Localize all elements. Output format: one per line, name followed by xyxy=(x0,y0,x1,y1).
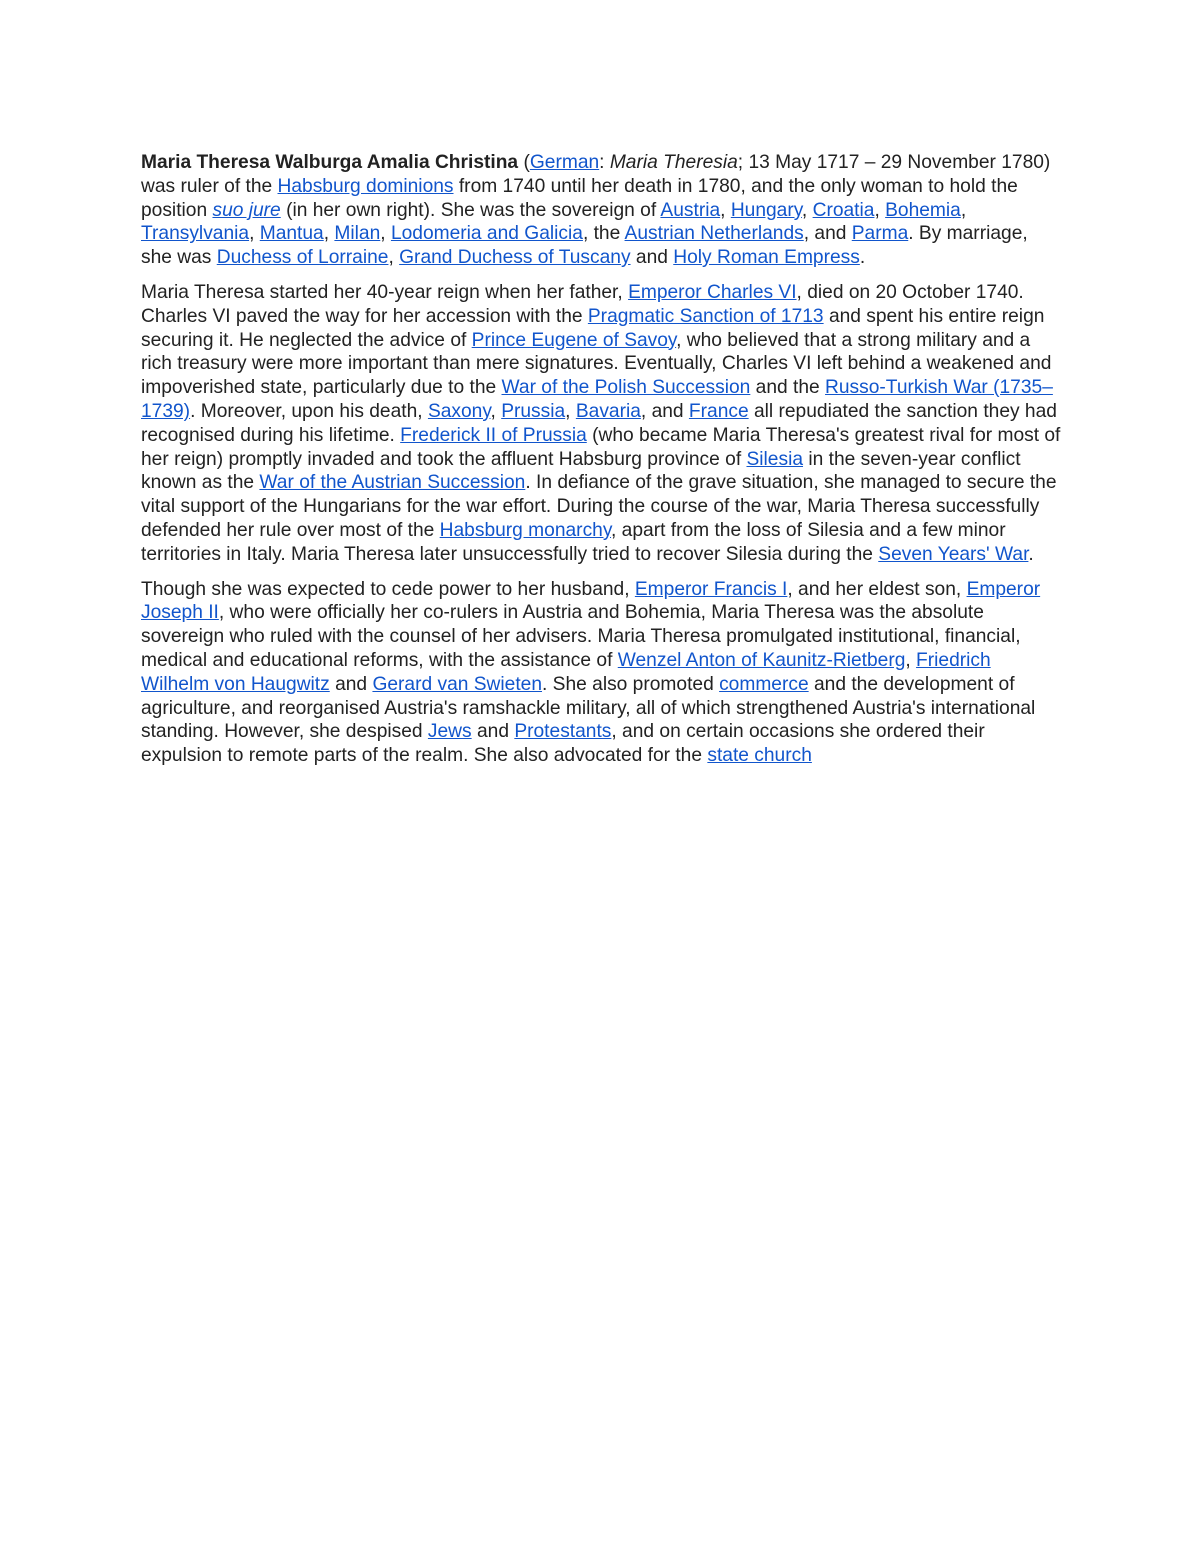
paragraph-text: , xyxy=(874,199,886,221)
link-grand-duchess-of-tuscany[interactable]: Grand Duchess of Tuscany xyxy=(399,247,631,269)
paragraph-text: . In defiance of the grave situation, she managed to secure the vital support of the Hungarians for the war effort. During the course of the war, Maria Theresa successfully defended her rule over most of the xyxy=(141,472,1057,541)
link-frederick-ii-of-prussia[interactable]: Frederick II of Prussia xyxy=(400,424,587,446)
paragraph-text: , the xyxy=(582,223,625,245)
paragraph-text: , xyxy=(249,223,260,245)
link-emperor-francis-i[interactable]: Emperor Francis I xyxy=(634,578,788,600)
paragraph-text: and spent his entire reign securing it. He neglected the advice of xyxy=(141,305,1045,351)
link-milan[interactable]: Milan xyxy=(334,223,381,245)
paragraph-text: , xyxy=(380,223,391,245)
link-gerard-van-swieten[interactable]: Gerard van Swieten xyxy=(372,673,543,695)
link-bohemia[interactable]: Bohemia xyxy=(885,199,961,221)
paragraph-text: ( xyxy=(518,152,530,173)
paragraph-text: . She also promoted xyxy=(542,673,720,695)
link-france[interactable]: France xyxy=(688,400,749,422)
paragraph-intro xyxy=(141,151,1062,270)
paragraph-text: and xyxy=(471,721,515,743)
paragraph-text: Though she was expected to cede power to her husband, xyxy=(141,578,635,600)
paragraph-text: , and xyxy=(640,400,689,422)
paragraph-text: , xyxy=(905,649,917,671)
link-prussia[interactable]: Prussia xyxy=(501,400,566,422)
link-emperor-joseph-ii[interactable]: Emperor Joseph II xyxy=(141,578,1041,624)
link-austria[interactable]: Austria xyxy=(660,199,721,221)
link-croatia[interactable]: Croatia xyxy=(812,199,875,221)
link-german[interactable]: German xyxy=(529,152,600,173)
link-parma[interactable]: Parma xyxy=(851,223,909,245)
paragraph-text: , who believed that a strong military and a rich treasury were more important than mere signatures. Eventually, Charles VI left behind a weakened and impoverished state, particularly due to the xyxy=(141,329,1052,399)
bold-name: Maria Theresa Walburga Amalia Christina xyxy=(141,152,519,173)
paragraph-reforms xyxy=(141,578,1062,768)
link-war-of-the-austrian-succession[interactable]: War of the Austrian Succession xyxy=(259,472,526,494)
link-war-of-the-polish-succession[interactable]: War of the Polish Succession xyxy=(501,377,751,399)
link-prince-eugene-of-savoy[interactable]: Prince Eugene of Savoy xyxy=(471,329,677,351)
paragraph-text: . xyxy=(859,247,866,269)
link-wenzel-anton-of-kaunitz-rietberg[interactable]: Wenzel Anton of Kaunitz-Rietberg xyxy=(617,649,906,671)
paragraph-text: , xyxy=(388,247,400,269)
link-seven-years-war[interactable]: Seven Years' War xyxy=(878,543,1029,565)
paragraph-text: , apart from the loss of Silesia and a few minor territories in Italy. Maria Theresa later unsuccessfully tried to recover Silesia during the xyxy=(141,519,1006,565)
link-saxony[interactable]: Saxony xyxy=(427,400,491,422)
paragraph-text: Maria Theresa started her 40-year reign when her father, xyxy=(141,281,629,303)
paragraph-text: , xyxy=(960,199,967,221)
paragraph-text: , who were officially her co-rulers in Austria and Bohemia, Maria Theresa was the absolute sovereign who ruled with the counsel of her advisers. Maria Theresa promulgated institutional, financial, medical and educational reforms, with the assistance of xyxy=(141,602,1021,671)
paragraph-text: , xyxy=(565,400,576,422)
paragraph-reign xyxy=(141,281,1062,567)
link-holy-roman-empress[interactable]: Holy Roman Empress xyxy=(673,247,860,269)
link-silesia[interactable]: Silesia xyxy=(746,448,804,470)
paragraph-text: , xyxy=(490,400,502,422)
paragraph-text: all repudiated the sanction they had recognised during his lifetime. xyxy=(141,400,1057,446)
paragraph-text: and the development of agriculture, and reorganised Austria's ramshackle military, all of which strengthened Austria's international standing. However, she despised xyxy=(141,673,1036,743)
paragraph-text: and the xyxy=(750,377,826,399)
paragraph-text: (who became Maria Theresa's greatest rival for most of her reign) promptly invaded and took the affluent Habsburg province of xyxy=(141,424,1061,470)
link-commerce[interactable]: commerce xyxy=(719,673,809,695)
link-jews[interactable]: Jews xyxy=(427,721,472,743)
link-mantua[interactable]: Mantua xyxy=(259,223,324,245)
paragraph-text: in the seven-year conflict known as the xyxy=(141,448,1021,494)
link-emperor-charles-vi[interactable]: Emperor Charles VI xyxy=(628,281,797,303)
paragraph-text: , and her eldest son, xyxy=(787,578,967,600)
link-lodomeria-and-galicia[interactable]: Lodomeria and Galicia xyxy=(390,223,583,245)
italic-text: Maria Theresia xyxy=(609,152,738,173)
paragraph-text: , xyxy=(323,223,335,245)
paragraph-text: (in her own right). She was the sovereign of xyxy=(280,199,661,221)
link-pragmatic-sanction-of-1713[interactable]: Pragmatic Sanction of 1713 xyxy=(587,305,824,327)
paragraph-text: from 1740 until her death in 1780, and the only woman to hold the position xyxy=(141,175,1018,221)
paragraph-text: ; 13 May 1717 – 29 November 1780) was ruler of the xyxy=(141,152,1051,197)
link-duchess-of-lorraine[interactable]: Duchess of Lorraine xyxy=(216,247,389,269)
link-habsburg-monarchy[interactable]: Habsburg monarchy xyxy=(439,519,612,541)
link-bavaria[interactable]: Bavaria xyxy=(575,400,641,422)
paragraph-text: , died on 20 October 1740. Charles VI paved the way for her accession with the xyxy=(141,281,1024,327)
link-austrian-netherlands[interactable]: Austrian Netherlands xyxy=(624,223,804,245)
link-russo-turkish-war-1735-1739[interactable]: Russo-Turkish War (1735–1739) xyxy=(141,377,1053,422)
link-transylvania[interactable]: Transylvania xyxy=(141,223,250,245)
link-suo-jure[interactable]: suo jure xyxy=(212,199,281,221)
link-state-church[interactable]: state church xyxy=(707,745,812,767)
paragraph-text: , xyxy=(720,199,731,221)
paragraph-text: , and xyxy=(803,223,852,245)
link-friedrich-wilhelm-von-haugwitz[interactable]: Friedrich Wilhelm von Haugwitz xyxy=(141,649,991,695)
paragraph-text: . xyxy=(1028,543,1034,565)
paragraph-text: . By marriage, she was xyxy=(141,223,1028,269)
paragraph-text: and xyxy=(630,247,674,269)
paragraph-text: , xyxy=(801,199,813,221)
paragraph-text: : xyxy=(599,152,610,173)
link-protestants[interactable]: Protestants xyxy=(514,721,612,743)
paragraph-text: , and on certain occasions she ordered their expulsion to remote parts of the realm. She also advocated for the xyxy=(141,721,985,767)
link-hungary[interactable]: Hungary xyxy=(730,199,802,221)
link-habsburg-dominions[interactable]: Habsburg dominions xyxy=(277,175,454,197)
paragraph-text: and xyxy=(329,673,373,695)
paragraph-text: . Moreover, upon his death, xyxy=(190,400,428,422)
